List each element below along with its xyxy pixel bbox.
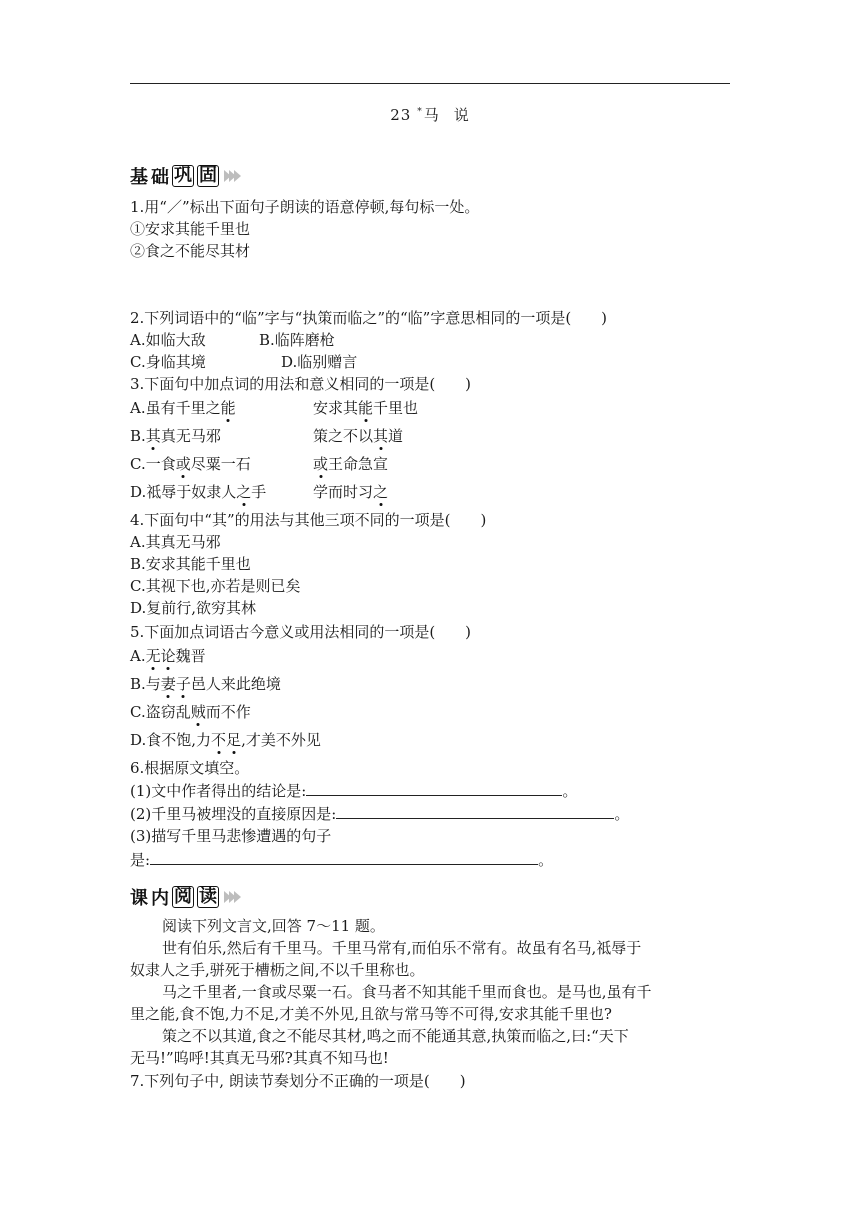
q6-sub-1: (1)文中作者得出的结论是: 。	[130, 782, 578, 800]
passage-p2-line1: 马之千里者,一食或尽粟一石。食马者不知其能千里而食也。是马也,虽有千	[162, 983, 652, 1001]
q3-option-c: C.一食或尽粟一石 或王命急宣	[130, 455, 389, 473]
section-header-basic: 基 础 巩 固	[130, 163, 239, 189]
q6-stem: 6.根据原文填空。	[130, 759, 250, 777]
lesson-title	[0, 104, 860, 125]
q5-option-a: A.无论魏晋	[130, 647, 206, 665]
q2-stem: 2.下列词语中的“临”字与“执策而临之”的“临”字意思相同的一项是( )	[130, 309, 608, 327]
q6-sub-2: (2)千里马被埋没的直接原因是: 。	[130, 805, 630, 823]
q4-option-b: B.安求其能千里也	[130, 555, 251, 573]
q4-option-a: A.其真无马邪	[130, 533, 221, 551]
title-char-1: 马	[423, 106, 440, 124]
q4-stem: 4.下面句中“其”的用法与其他三项不同的一项是( )	[130, 511, 487, 529]
answer-blank-2[interactable]	[336, 803, 614, 819]
q1-item-1: ①安求其能千里也	[130, 220, 251, 238]
answer-blank-1[interactable]	[306, 780, 562, 796]
q4-option-c: C.其视下也,亦若是则已矣	[130, 577, 301, 595]
lesson-number: 23	[390, 106, 412, 124]
q2-option-c: C.身临其境	[130, 353, 206, 371]
q2-options-row-2	[130, 352, 358, 372]
q6-sub-3b: 是: 。	[130, 851, 554, 869]
q7-stem: 7.下列句子中, 朗读节奏划分不正确的一项是( )	[130, 1072, 466, 1090]
q2-option-b: B.临阵磨枪	[259, 331, 335, 349]
q6-sub-3a: (3)描写千里马悲惨遭遇的句子	[130, 827, 332, 845]
q4-option-d: D.复前行,欲穷其林	[130, 599, 257, 617]
passage-p3-line1: 策之不以其道,食之不能尽其材,鸣之而不能通其意,执策而临之,曰:“天下	[162, 1027, 629, 1045]
chevron-arrows-icon	[224, 170, 239, 182]
section-header-reading: 课 内 阅 读	[130, 884, 239, 910]
q1-stem: 1.用“／”标出下面句子朗读的语意停顿,每句标一处。	[130, 198, 480, 216]
q3-stem: 3.下面句中加点词的用法和意义相同的一项是( )	[130, 375, 472, 393]
q3-option-d: D.祗辱于奴隶人之手 学而时习之	[130, 483, 389, 501]
chevron-arrows-icon	[224, 891, 239, 903]
passage-p1-line1: 世有伯乐,然后有千里马。千里马常有,而伯乐不常有。故虽有名马,祗辱于	[162, 939, 642, 957]
q3-option-a: A.虽有千里之能 安求其能千里也	[130, 399, 419, 417]
passage-p3-line2: 无马!”呜呼!其真无马邪?其真不知马也!	[130, 1049, 389, 1067]
star-mark: *	[417, 107, 423, 117]
passage-p2-line2: 里之能,食不饱,力不足,才美不外见,且欲与常马等不可得,安求其能千里也?	[130, 1005, 612, 1023]
q5-option-c: C.盗窃乱贼而不作	[130, 703, 251, 721]
answer-blank-3[interactable]	[150, 849, 538, 865]
q5-option-d: D.食不饱,力不足,才美不外见	[130, 731, 321, 749]
q5-stem: 5.下面加点词语古今意义或用法相同的一项是( )	[130, 623, 472, 641]
q2-option-a: A.如临大敌	[130, 331, 206, 349]
reading-intro: 阅读下列文言文,回答 7～11 题。	[162, 917, 385, 935]
q5-option-b: B.与妻子邑人来此绝境	[130, 675, 281, 693]
q2-options-row-1	[130, 330, 335, 350]
passage-p1-line2: 奴隶人之手,骈死于槽枥之间,不以千里称也。	[130, 961, 425, 979]
q3-option-b: B.其真无马邪 策之不以其道	[130, 427, 404, 445]
title-char-2: 说	[453, 106, 470, 124]
q1-item-2: ②食之不能尽其材	[130, 242, 251, 260]
top-rule	[130, 83, 730, 84]
q2-option-d: D.临别赠言	[281, 353, 358, 371]
